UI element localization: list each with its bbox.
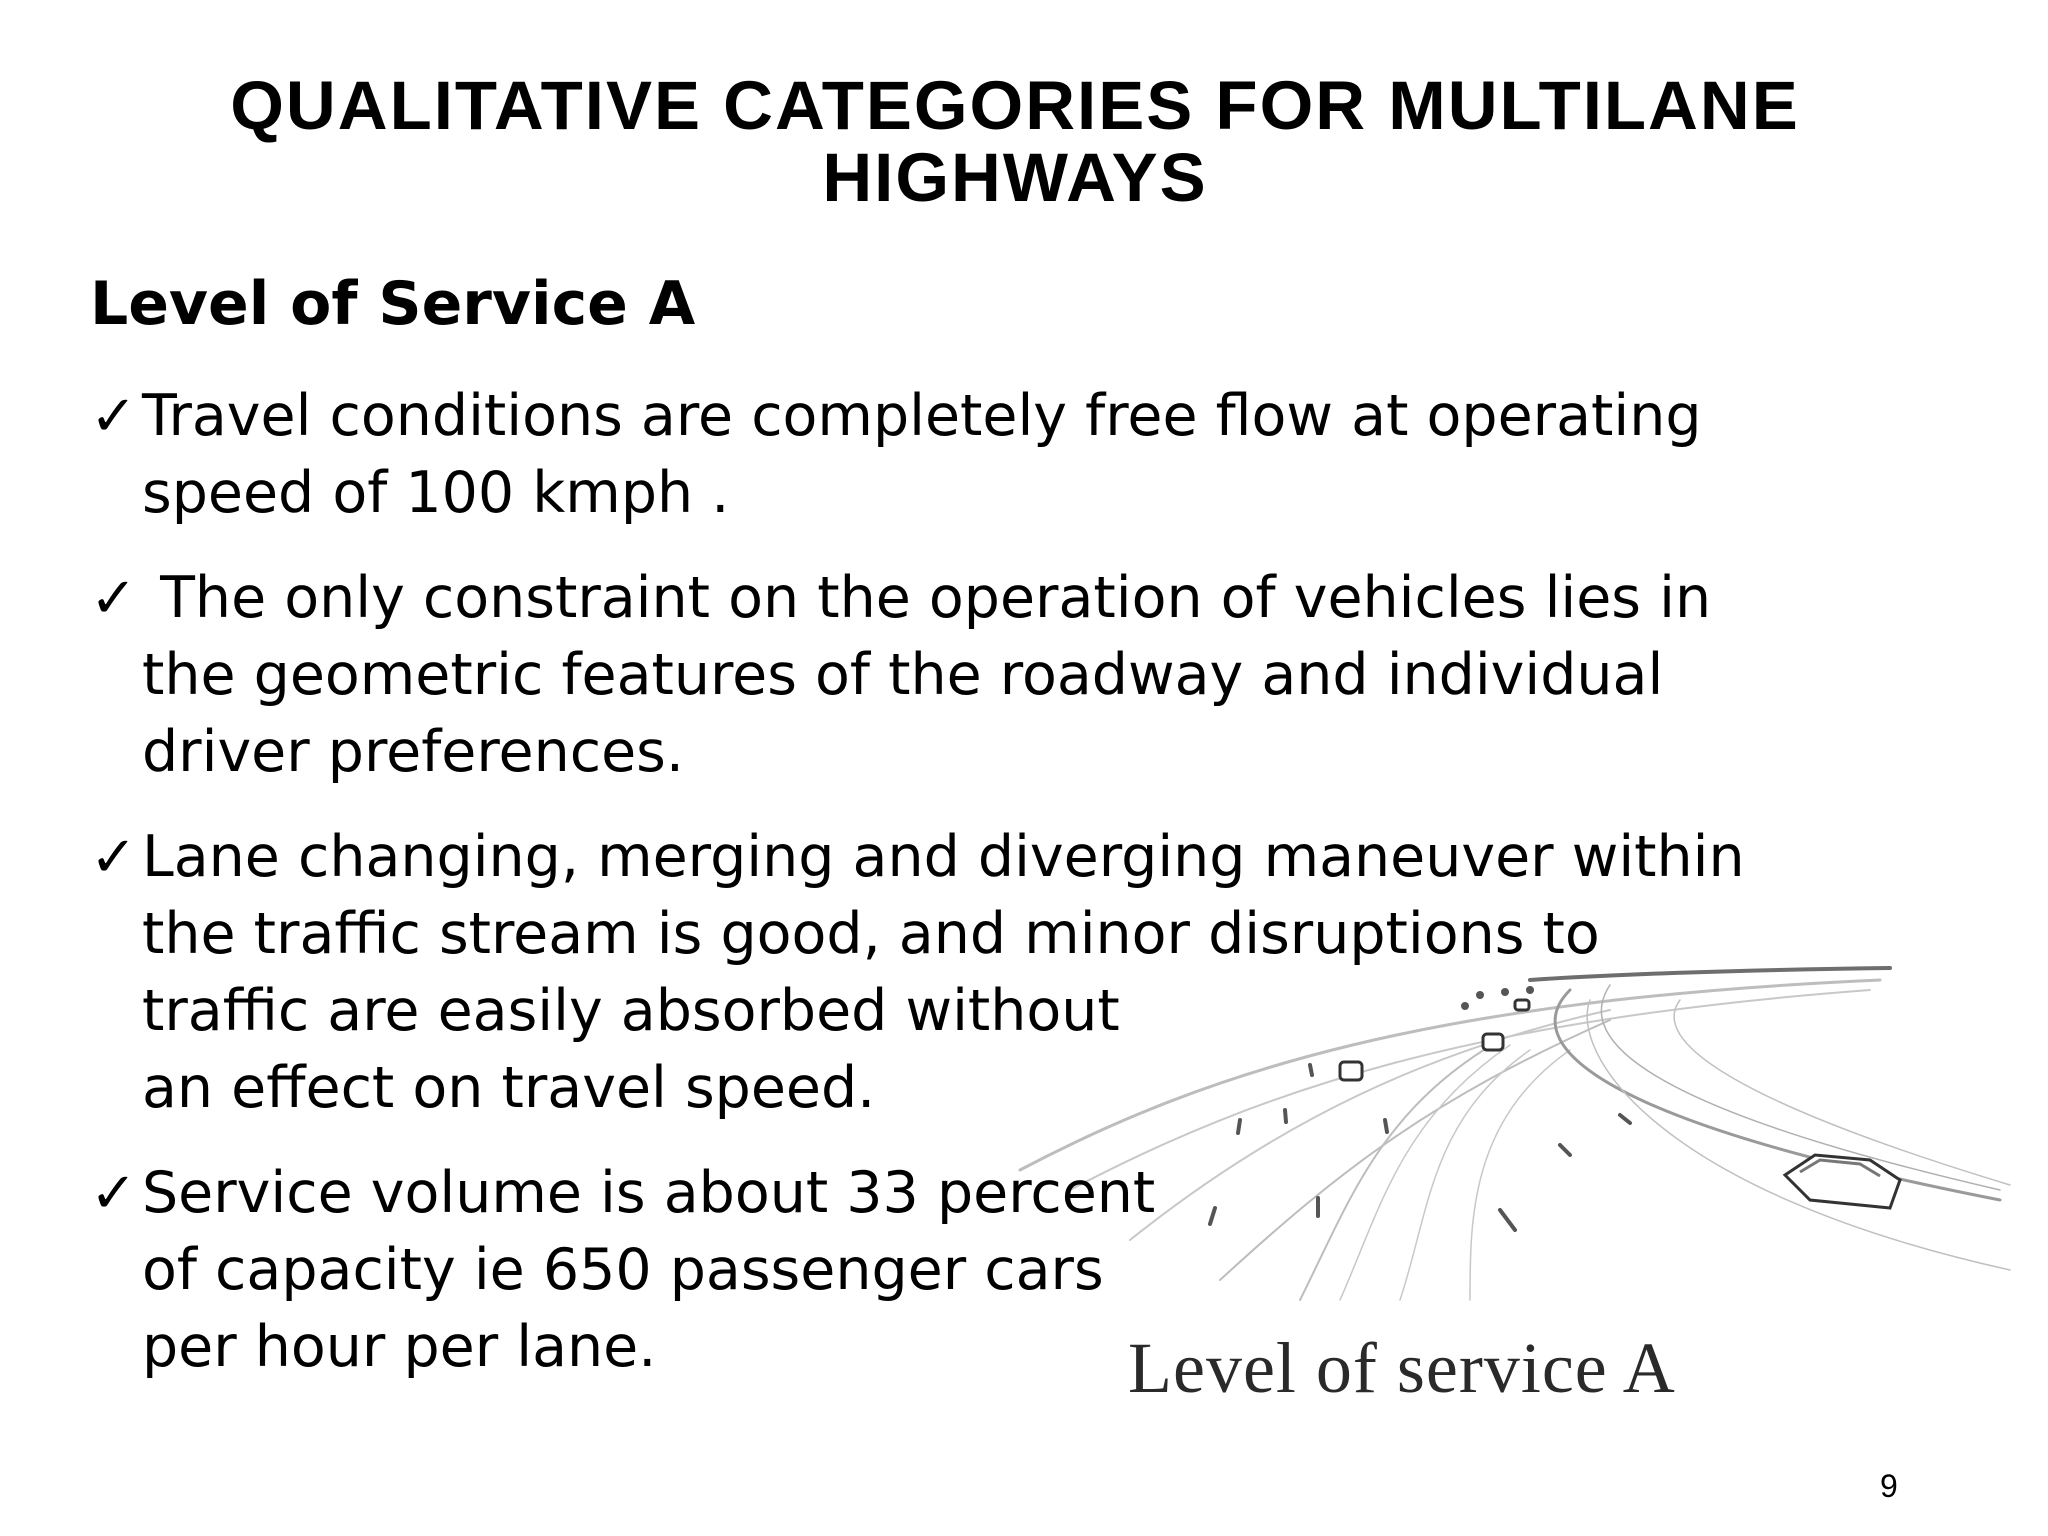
bullet-item [90, 819, 1810, 1127]
checkmark-icon: ✓ [90, 566, 137, 631]
bullet-text-line: of capacity ie 650 passenger cars [142, 1237, 1104, 1303]
bullet-text-line: the traffic stream is good, and minor disruptions to [142, 901, 1600, 967]
bullet-item [90, 560, 1810, 791]
figure-caption: Level of service A [1128, 1328, 1676, 1408]
bullet-text-line: an effect on travel speed. [142, 1055, 876, 1121]
checkmark-icon: ✓ [90, 384, 137, 449]
section-heading: Level of Service A [90, 269, 696, 339]
slide-title [90, 67, 1940, 216]
bullet-text-line: traffic are easily absorbed without [142, 978, 1120, 1044]
checkmark-icon: ✓ [90, 1161, 137, 1226]
page-number: 9 [1880, 1468, 1898, 1504]
bullet-text-line: The only constraint on the operation of vehicles lies in [142, 565, 1712, 631]
bullet-list [90, 378, 1810, 1386]
bullet-text-line: Travel conditions are completely free flow at operating [142, 383, 1702, 449]
bullet-text-line: Lane changing, merging and diverging maneuver within [142, 824, 1745, 890]
bullet-text-line: speed of 100 kmph . [142, 460, 730, 526]
bullet-text-line: Service volume is about 33 percent [142, 1160, 1156, 1226]
bullet-text-line: driver preferences. [142, 719, 684, 785]
slide-title-line-1: QUALITATIVE CATEGORIES FOR MULTILANE [230, 67, 1800, 144]
bullet-text-line: the geometric features of the roadway and individual [142, 642, 1664, 708]
bullet-item [90, 378, 1810, 532]
checkmark-icon: ✓ [90, 825, 137, 890]
bullet-text-line: per hour per lane. [142, 1314, 657, 1380]
slide-title-line-2: HIGHWAYS [822, 139, 1208, 216]
